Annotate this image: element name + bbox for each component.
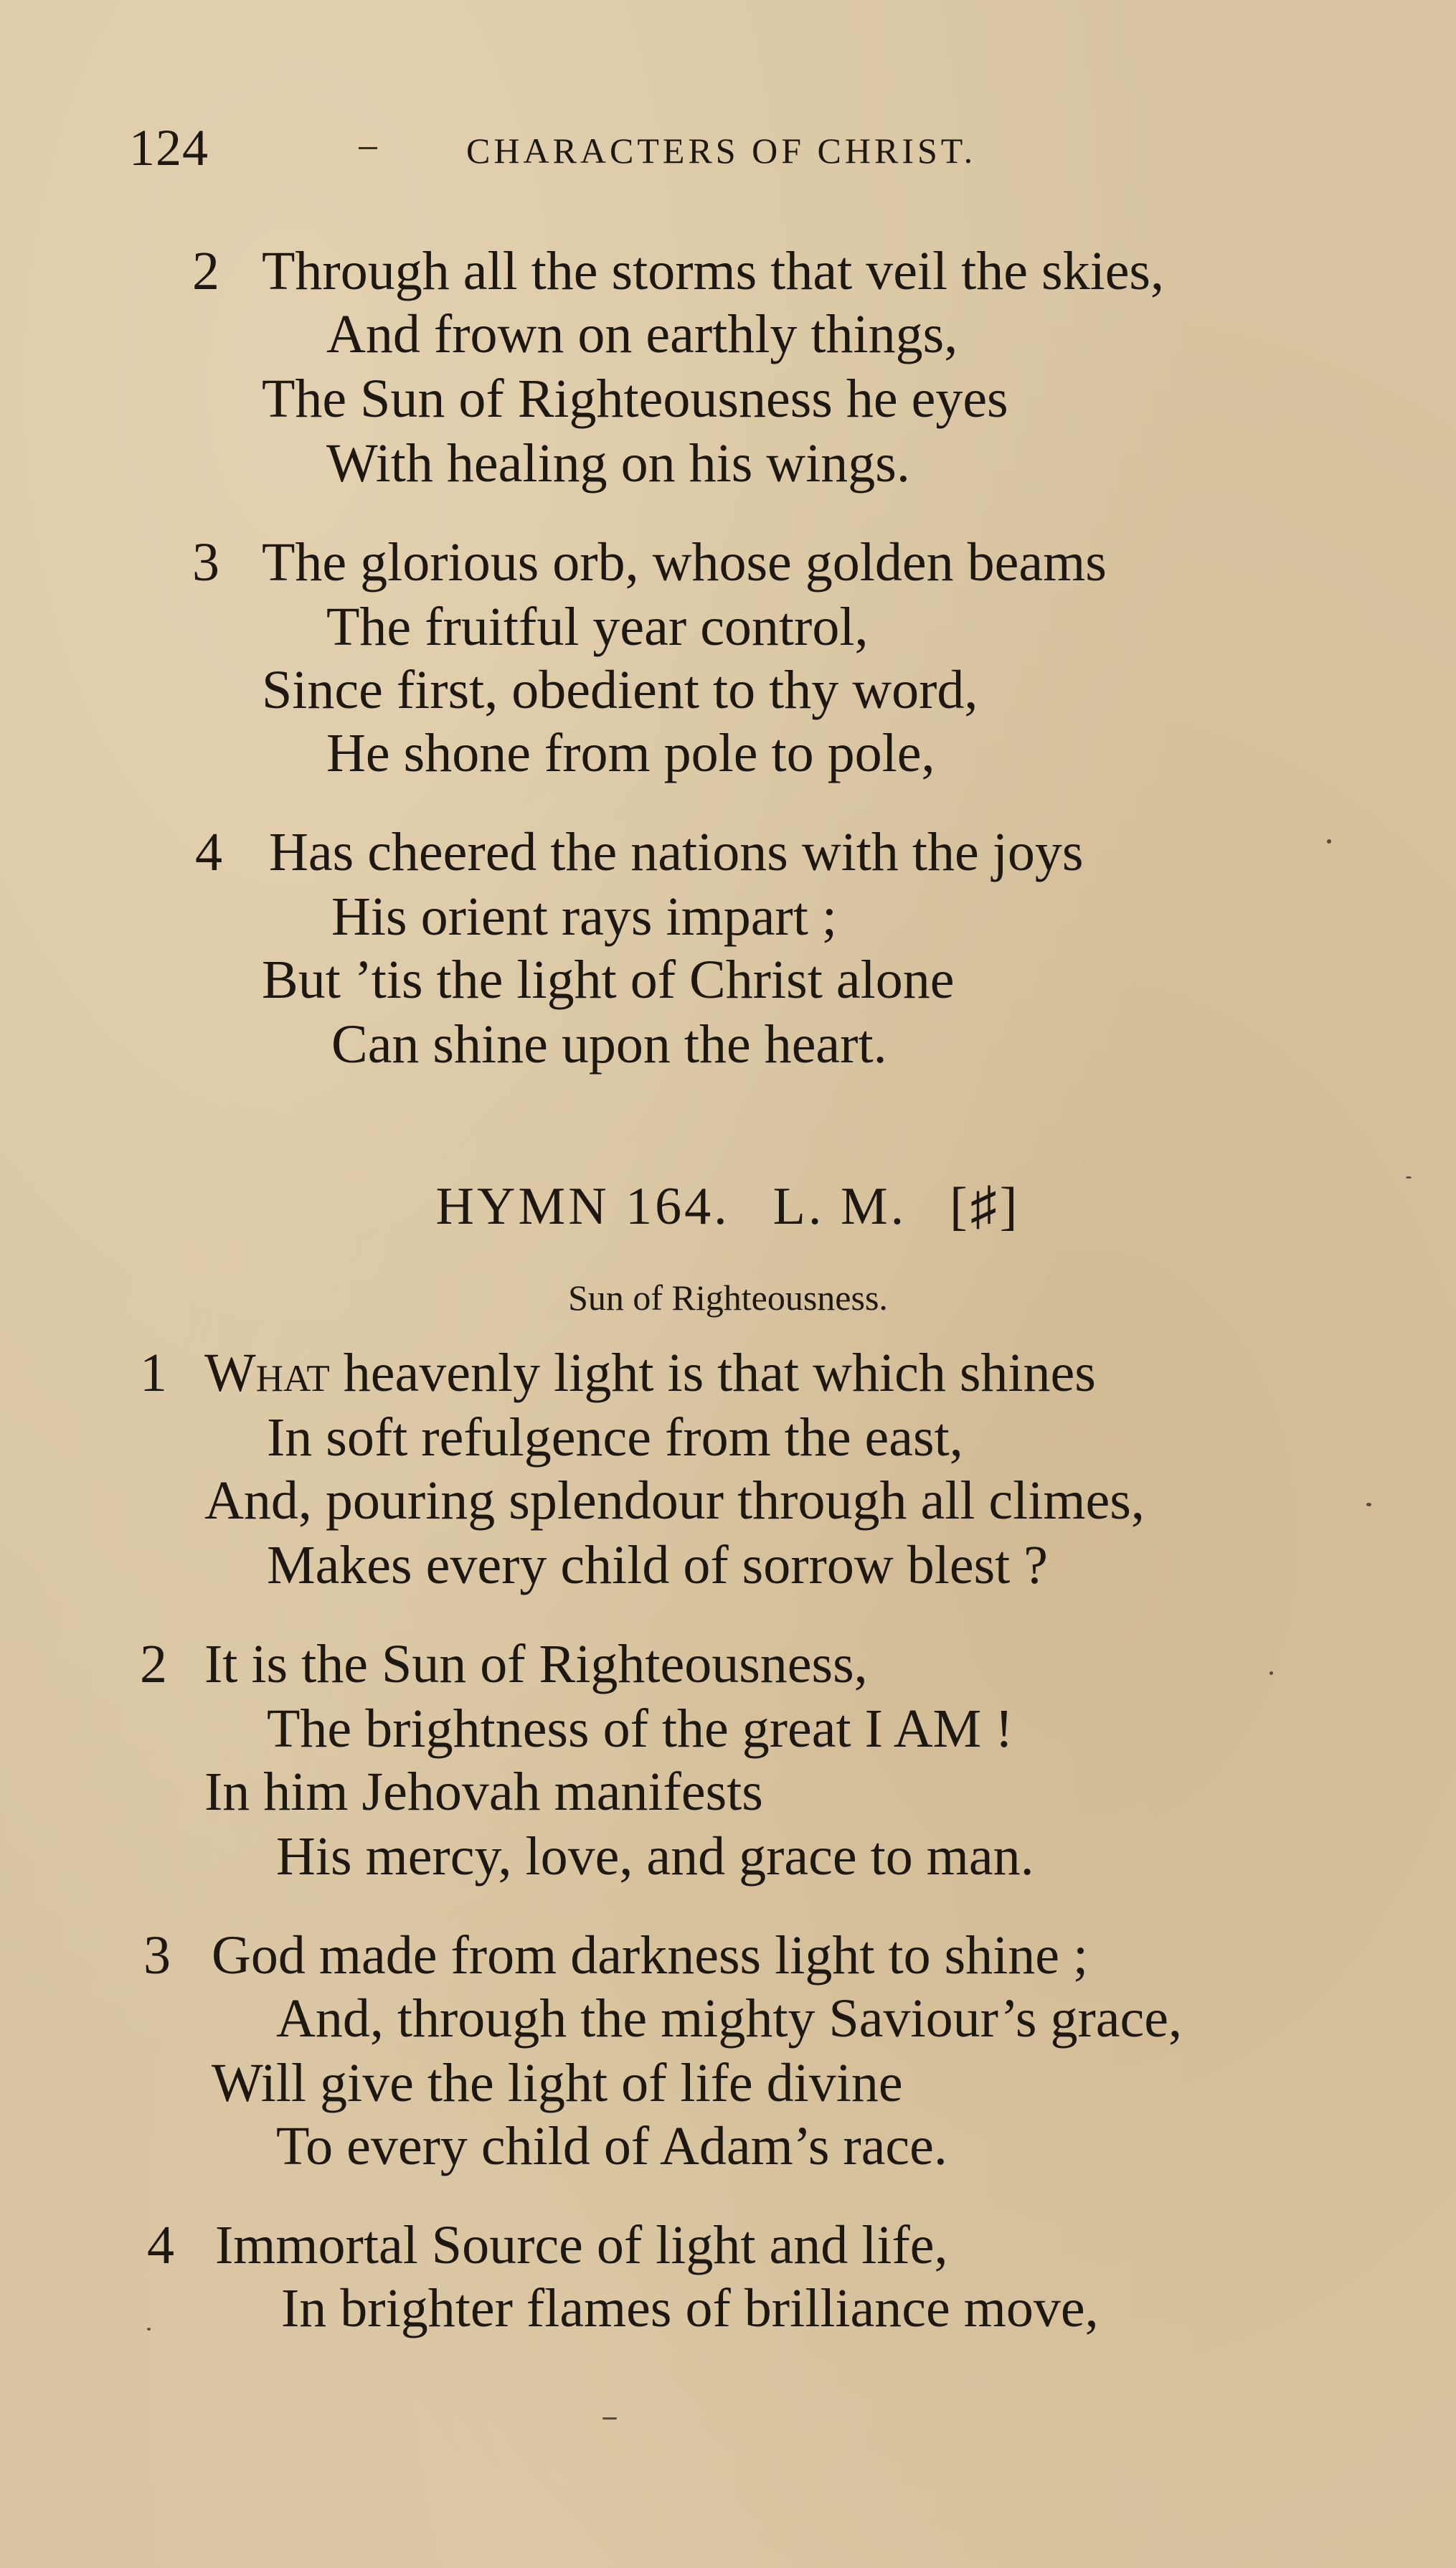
verse-line: Since first, obedient to thy word,	[262, 660, 978, 720]
stanza-number: 4	[195, 822, 222, 882]
verse-line: It is the Sun of Righteousness,	[204, 1634, 868, 1694]
hymn-subtitle: Sun of Righteousness.	[568, 1278, 888, 1318]
verse-line: Will give the light of life divine	[212, 2053, 903, 2113]
hymn-title	[0, 1176, 1456, 1237]
verse-line: The glorious orb, whose golden beams	[262, 532, 1107, 593]
verse-line: To every child of Adam’s race.	[276, 2116, 947, 2176]
verse-line: His orient rays impart ;	[331, 887, 837, 947]
verse-line: God made from darkness light to shine ;	[212, 1925, 1089, 1986]
paper-speck	[1366, 1503, 1371, 1506]
hymn-number: HYMN 164.	[435, 1177, 730, 1236]
verse-line: His mercy, love, and grace to man.	[276, 1826, 1034, 1887]
verse-line: And, pouring splendour through all climes,	[204, 1471, 1145, 1531]
verse-line: The brightness of the great I AM !	[267, 1699, 1013, 1759]
verse-line-rest: heavenly light is that which shines	[329, 1343, 1096, 1403]
verse-line: In soft refulgence from the east,	[267, 1407, 963, 1468]
verse-line: Immortal Source of light and life,	[215, 2215, 948, 2275]
verse-line: Makes every child of sorrow blest ?	[267, 1535, 1049, 1595]
verse-line: The fruitful year control,	[326, 597, 869, 657]
paper-speck	[147, 2328, 151, 2331]
header-dash	[359, 147, 377, 149]
page-number: 124	[129, 119, 209, 176]
stanza-number: 1	[140, 1343, 167, 1403]
verse-line: And, through the mighty Saviour’s grace,	[276, 1988, 1182, 2049]
verse-line: Has cheered the nations with the joys	[269, 822, 1084, 882]
verse-line: Can shine upon the heart.	[331, 1014, 887, 1075]
verse-line: He shone from pole to pole,	[326, 723, 935, 783]
verse-line: And frown on earthly things,	[326, 304, 958, 364]
verse-line: In him Jehovah manifests	[204, 1762, 763, 1822]
page-header	[129, 118, 1133, 183]
verse-line: With healing on his wings.	[326, 433, 910, 494]
drop-word: What	[204, 1343, 330, 1403]
stanza-number: 3	[192, 532, 219, 593]
stanza-number: 3	[143, 1925, 171, 1986]
stanza-number: 2	[140, 1634, 167, 1694]
running-head: CHARACTERS OF CHRIST.	[466, 131, 977, 171]
verse-line: In brighter flames of brilliance move,	[281, 2278, 1099, 2338]
verse-line: The Sun of Righteousness he eyes	[262, 369, 1008, 429]
verse-line: But ’tis the light of Christ alone	[262, 950, 955, 1010]
stanza-number: 2	[192, 241, 219, 301]
paper-speck	[602, 2417, 617, 2420]
paper-speck	[1327, 839, 1331, 844]
hymn-meter: L. M.	[772, 1177, 907, 1236]
stanza-number: 4	[147, 2215, 174, 2275]
hymn-mark: [♯]	[950, 1177, 1021, 1236]
verse-line: Through all the storms that veil the skies,	[262, 241, 1165, 301]
verse-line	[204, 1343, 1096, 1403]
paper-speck	[1270, 1671, 1273, 1675]
paper-speck	[1406, 1176, 1412, 1179]
